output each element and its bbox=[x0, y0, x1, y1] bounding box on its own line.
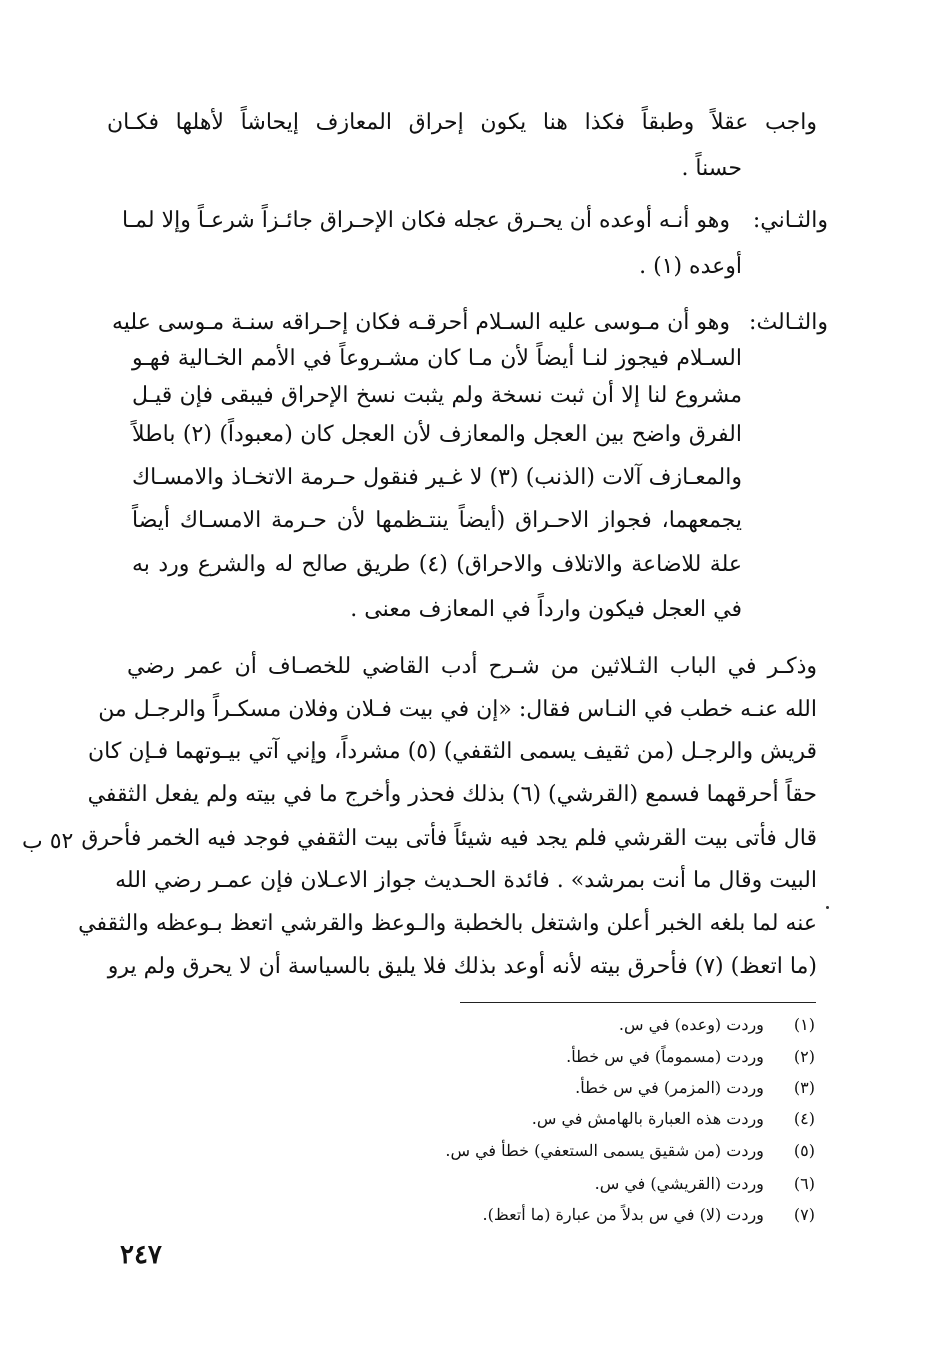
body-line: أوعده (١) . bbox=[639, 254, 742, 279]
footnote-separator bbox=[460, 1002, 816, 1003]
body-line: في العجل فيكون وارداً في المعازف معنى . bbox=[350, 597, 742, 622]
body-line: الفرق واضح بين العجل والمعازف لأن العجل كان (معبوداً) (٢) باطلاً bbox=[132, 422, 742, 447]
body-line: وهو أنـه أوعده أن يحـرق عجله فكان الإحـراق جائـزاً شرعـاً وإلا لمـا bbox=[122, 208, 730, 233]
body-line: قريش والرجـل (من ثقيف يسمى الثقفي) (٥) مشرداً، وإني آتي بيـوتهما فـإن كان bbox=[88, 739, 817, 764]
footnote-number: (٧) bbox=[793, 1205, 815, 1224]
footnote bbox=[619, 1014, 815, 1036]
body-line: علة للاضاعة والاتلاف والاحراق) (٤) طريق صالح له والشرع ورد به bbox=[132, 552, 742, 577]
footnote bbox=[445, 1140, 815, 1162]
footnote bbox=[483, 1204, 815, 1226]
footnote-number: (٦) bbox=[793, 1174, 815, 1193]
body-line: وذكـر في الباب الثـلاثين من شـرح أدب القاضي للخصـاف أن عمر رضي bbox=[127, 654, 817, 679]
footnote-text: وردت (المزمر) في س خطأ. bbox=[575, 1078, 764, 1097]
footnote bbox=[595, 1173, 815, 1195]
body-line: واجب عقلاً وطبقاً فكذا هنا يكون إحراق المعازف إيحاشاً لأهلها فكـان bbox=[107, 110, 817, 135]
body-line: قال فأتى بيت القرشي فلم يجد فيه شيئاً فأتى بيت الثقفي فوجد فيه الخمر فأحرق bbox=[81, 826, 817, 851]
body-line: السـلام فيجوز لنـا أيضاً لأن مـا كان مشـروعاً في الأمم الخـالية فهـو bbox=[132, 346, 742, 371]
footnote-number: (٢) bbox=[793, 1047, 815, 1066]
body-line: عنه لما بلغه الخبر أعلن واشتغل بالخطبة والـوعظ والقرشي اتعظ بـوعظه والثقفي bbox=[78, 911, 817, 936]
ink-dot bbox=[826, 906, 829, 909]
footnote-text: وردت (وعده) في س. bbox=[618, 1015, 764, 1034]
footnote-text: وردت (مسموماً) في س خطأ. bbox=[566, 1047, 764, 1066]
footnote-text: وردت (من شقيق يسمى الستعفي) خطأ في س. bbox=[445, 1141, 764, 1160]
footnote bbox=[575, 1077, 815, 1099]
footnote-number: (٤) bbox=[793, 1109, 815, 1128]
body-line: حسناً . bbox=[681, 156, 742, 181]
section-label-third: والثـالث: bbox=[749, 310, 828, 335]
body-line: (ما اتعظ) (٧) فأحرق بيته لأنه أوعد بذلك فلا يليق بالسياسة أن لا يحرق ولم يرو bbox=[107, 954, 817, 979]
footnote bbox=[566, 1046, 815, 1068]
body-line: مشروع لنا إلا أن ثبت نسخة ولم يثبت نسخ الإحراق فيبقى فإن قيـل bbox=[132, 383, 742, 408]
footnote bbox=[532, 1108, 815, 1130]
footnote-text: وردت (القريشي) في س. bbox=[594, 1174, 764, 1193]
footnote-number: (١) bbox=[793, 1015, 815, 1034]
footnote-text: وردت (لا) في س بدلاً من عبارة (ما أتعظ). bbox=[482, 1205, 764, 1224]
body-line: وهو أن مـوسى عليه السـلام أحرقـه فكان إحـراقه سنـة مـوسى عليه bbox=[111, 310, 730, 335]
section-label-second: والثـاني: bbox=[752, 208, 828, 233]
body-line: البيت وقال ما أنت بمرشد» . فائدة الحـديث جواز الاعـلان فإن عمـر رضي الله bbox=[115, 868, 817, 893]
footnote-number: (٥) bbox=[793, 1141, 815, 1160]
body-line: والمعـازف آلات (الذنب) (٣) لا غـير فنقول حـرمة الاتخـاذ والامسـاك bbox=[132, 465, 742, 490]
body-line: الله عنـه خطب في النـاس فقال: «إن في بيت فـلان وفلان مسكـراً والرجـل من bbox=[98, 697, 817, 722]
body-line: حقاً أحرقهما فسمع (القرشي) (٦) بذلك فحذر وأخرج ما في بيته ولم يفعل الثقفي bbox=[87, 782, 817, 807]
footnote-text: وردت هذه العبارة بالهامش في س. bbox=[531, 1109, 764, 1128]
body-line: يجمعهما، فجواز الاحـراق (أيضاً ينتـظمها لأن حـرمة الامسـاك أيضاً bbox=[132, 508, 742, 533]
page-number: ٢٤٧ bbox=[120, 1240, 162, 1270]
manuscript-folio-note: ٥٢ ب bbox=[22, 829, 74, 854]
footnote-number: (٣) bbox=[793, 1078, 815, 1097]
